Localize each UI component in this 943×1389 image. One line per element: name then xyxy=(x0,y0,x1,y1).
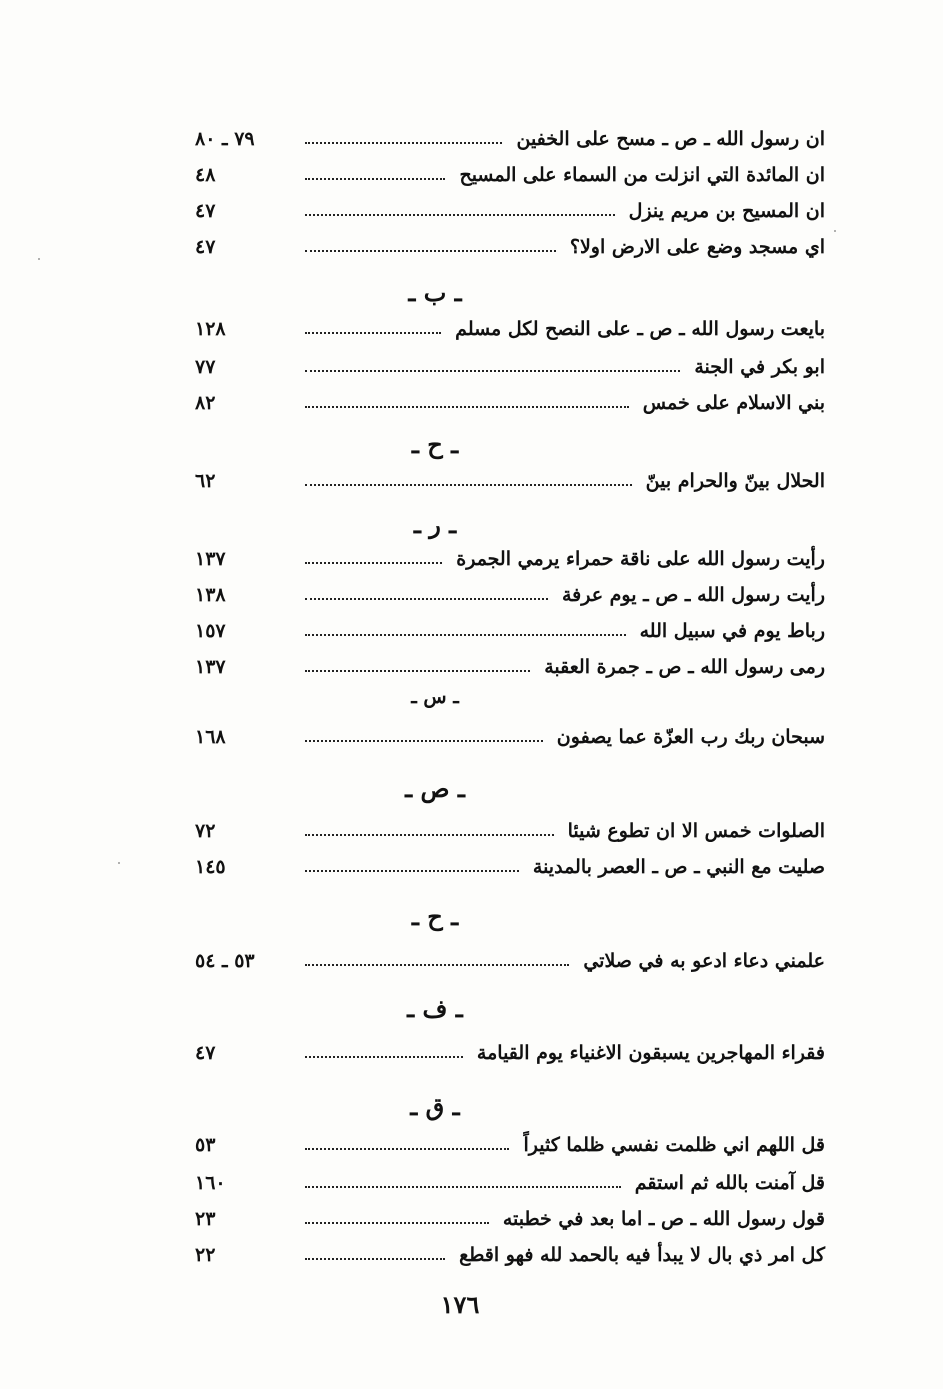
entry-title: اي مسجد وضع على الارض اولا؟ xyxy=(569,236,825,258)
entry-title: بني الاسلام على خمس xyxy=(642,392,825,414)
entry-title: رباط يوم في سبيل الله xyxy=(639,620,825,642)
entry-title: قول رسول الله ـ ص ـ اما بعد في خطبته xyxy=(502,1208,825,1230)
index-entry xyxy=(195,1128,825,1162)
entry-pages: ٧٩ ـ ٨٠ xyxy=(195,128,255,150)
index-entry xyxy=(195,350,825,384)
scan-speck xyxy=(38,258,40,260)
index-entry xyxy=(195,720,825,754)
index-entry xyxy=(195,1166,825,1200)
index-entry xyxy=(195,194,825,228)
index-entry xyxy=(195,122,825,156)
section-letter-qaf: ـ ق ـ xyxy=(410,1092,460,1121)
leader-dots xyxy=(305,1258,445,1260)
entry-title: رأيت رسول الله ـ ص ـ يوم عرفة xyxy=(561,584,825,606)
section-letter-fa: ـ ف ـ xyxy=(407,994,463,1023)
entry-title: ان المائدة التي انزلت من السماء على المسيح xyxy=(459,164,825,186)
index-entry xyxy=(195,614,825,648)
entry-pages: ٤٧ xyxy=(195,200,216,222)
entry-title: رمى رسول الله ـ ص ـ جمرة العقبة xyxy=(544,656,825,678)
leader-dots xyxy=(305,670,530,672)
entry-pages: ٢٣ xyxy=(195,1208,216,1230)
entry-title: قل آمنت بالله ثم استقم xyxy=(634,1172,825,1194)
leader-dots xyxy=(305,740,543,742)
index-entry xyxy=(195,542,825,576)
entry-title: الصلوات خمس الا ان تطوع شيئا xyxy=(567,820,825,842)
leader-dots xyxy=(305,406,629,408)
index-entry xyxy=(195,578,825,612)
entry-title: ان رسول الله ـ ص ـ مسح على الخفين xyxy=(516,128,825,150)
index-entry xyxy=(195,1202,825,1236)
leader-dots xyxy=(305,178,445,180)
index-entry xyxy=(195,1238,825,1272)
index-entry xyxy=(195,386,825,420)
entry-pages: ١٦٨ xyxy=(195,726,226,748)
entry-title: ان المسيح بن مريم ينزل xyxy=(628,200,825,222)
index-entry xyxy=(195,312,825,346)
index-entry xyxy=(195,464,825,498)
section-letter-ba: ـ ب ـ xyxy=(408,278,462,307)
leader-dots xyxy=(305,1148,509,1150)
entry-pages: ١٣٨ xyxy=(195,584,226,606)
leader-dots xyxy=(305,834,554,836)
leader-dots xyxy=(305,1186,621,1188)
section-letter-ra: ـ ر ـ xyxy=(413,510,457,539)
index-entry xyxy=(195,158,825,192)
entry-title: ابو بكر في الجنة xyxy=(694,356,825,378)
index-entry xyxy=(195,230,825,264)
section-letter-sin: ـ س ـ xyxy=(411,686,459,708)
index-entry xyxy=(195,944,825,978)
page-number: ١٧٦ xyxy=(440,1290,480,1319)
entry-title: فقراء المهاجرين يسبقون الاغنياء يوم القيامة xyxy=(476,1042,825,1064)
entry-pages: ٥٣ xyxy=(195,1134,216,1156)
entry-pages: ٧٧ xyxy=(195,356,216,378)
leader-dots xyxy=(305,370,680,372)
index-entry xyxy=(195,1036,825,1070)
leader-dots xyxy=(305,870,519,872)
entry-pages: ١٣٧ xyxy=(195,656,226,678)
section-letter-sad: ـ ص ـ xyxy=(405,774,465,803)
section-letter-ayn: ـ ح ـ xyxy=(411,902,459,931)
index-entry xyxy=(195,650,825,684)
entry-pages: ٨٢ xyxy=(195,392,216,414)
entry-title: كل امر ذي بال لا يبدأ فيه بالحمد لله فهو اقطع xyxy=(459,1244,825,1266)
leader-dots xyxy=(305,250,556,252)
entry-title: رأيت رسول الله على ناقة حمراء يرمي الجمرة xyxy=(456,548,825,570)
entry-pages: ٧٢ xyxy=(195,820,216,842)
leader-dots xyxy=(305,964,569,966)
index-entry xyxy=(195,850,825,884)
entry-pages: ٤٧ xyxy=(195,236,216,258)
leader-dots xyxy=(305,142,502,144)
entry-pages: ١٣٧ xyxy=(195,548,226,570)
entry-pages: ٤٨ xyxy=(195,164,216,186)
entry-title: علمني دعاء ادعو به في صلاتي xyxy=(583,950,825,972)
leader-dots xyxy=(305,332,441,334)
entry-pages: ٤٧ xyxy=(195,1042,216,1064)
scan-speck xyxy=(118,862,120,864)
entry-pages: ١٥٧ xyxy=(195,620,226,642)
index-entry xyxy=(195,814,825,848)
scan-speck xyxy=(834,230,836,232)
entry-title: الحلال بينّ والحرام بينّ xyxy=(645,470,825,492)
entry-title: صليت مع النبي ـ ص ـ العصر بالمدينة xyxy=(532,856,825,878)
leader-dots xyxy=(305,562,442,564)
entry-pages: ٥٣ ـ ٥٤ xyxy=(195,950,255,972)
leader-dots xyxy=(305,598,548,600)
entry-pages: ١٤٥ xyxy=(195,856,226,878)
entry-pages: ٢٢ xyxy=(195,1244,216,1266)
entry-pages: ٦٢ xyxy=(195,470,216,492)
entry-title: قل اللهم اني ظلمت نفسي ظلما كثيراً xyxy=(523,1134,825,1156)
section-letter-ha: ـ ح ـ xyxy=(411,430,459,459)
entry-title: بايعت رسول الله ـ ص ـ على النصح لكل مسلم xyxy=(455,318,825,340)
leader-dots xyxy=(305,634,626,636)
entry-pages: ١٦٠ xyxy=(195,1172,226,1194)
leader-dots xyxy=(305,1222,489,1224)
leader-dots xyxy=(305,484,632,486)
entry-pages: ١٢٨ xyxy=(195,318,226,340)
entry-title: سبحان ربك رب العزّة عما يصفون xyxy=(556,726,825,748)
leader-dots xyxy=(305,214,615,216)
leader-dots xyxy=(305,1056,463,1058)
